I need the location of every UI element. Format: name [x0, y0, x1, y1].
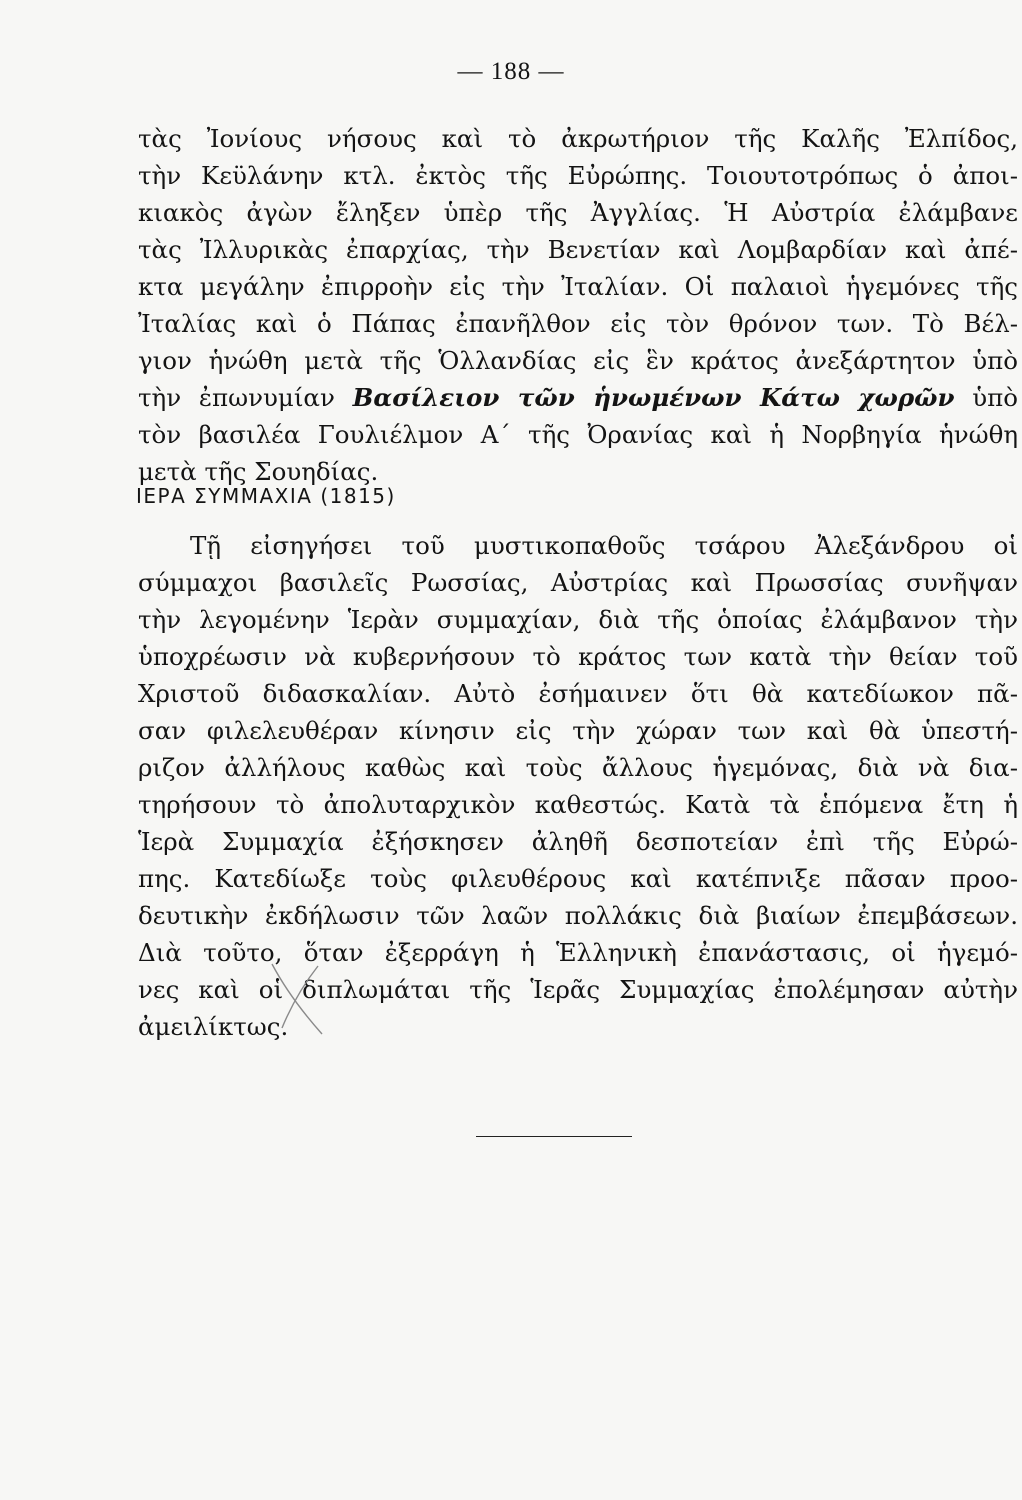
line-suffix: ὑπὸ	[972, 383, 1018, 412]
text-line: Τῇ εἰσηγήσει τοῦ μυστικοπαθοῦς τσάρου Ἀλεξάνδρου οἱ	[190, 531, 1018, 560]
text-line: Χριστοῦ διδασκαλίαν. Αὐτὸ ἐσήμαινεν ὅτι θὰ κατεδίωκον πᾶ-	[138, 679, 1018, 708]
section-heading: ΙΕΡΑ ΣΥΜΜΑΧΙΑ (1815)	[136, 484, 396, 508]
text-line: κιακὸς ἀγὼν ἔληξεν ὑπὲρ τῆς Ἀγγλίας. Ἡ Αὐστρία ἐλάμβανε	[138, 198, 1018, 227]
text-line: τὰς Ἰονίους νήσους καὶ τὸ ἀκρωτήριον τῆς Καλῆς Ἐλπίδος,	[138, 124, 1018, 153]
text-line: τὴν λεγομένην Ἱερὰν συμμαχίαν, διὰ τῆς ὁποίας ἐλάμβανον τὴν	[138, 605, 1018, 634]
text-line-with-emphasis	[138, 379, 1018, 416]
text-line: ριζον ἀλλήλους καθὼς καὶ τοὺς ἄλλους ἡγεμόνας, διὰ νὰ δια-	[138, 753, 1018, 782]
text-line: ἀμειλίκτως.	[138, 1012, 289, 1041]
text-line: γιον ἡνώθη μετὰ τῆς Ὁλλανδίας εἰς ἓν κράτος ἀνεξάρτητον ὑπὸ	[138, 346, 1018, 375]
pencil-cross-mark	[260, 958, 340, 1038]
text-line: σαν φιλελευθέραν κίνησιν εἰς τὴν χώραν των καὶ θὰ ὑπεστή-	[138, 716, 1018, 745]
text-line: Διὰ τοῦτο, ὅταν ἐξερράγη ἡ Ἑλληνικὴ ἐπανάστασις, οἱ ἡγεμό-	[138, 938, 1018, 967]
text-line: νες καὶ οἱ διπλωμάται τῆς Ἱερᾶς Συμμαχίας ἐπολέμησαν αὐτὴν	[138, 975, 1018, 1004]
line-prefix: τὴν ἐπωνυμίαν	[138, 383, 335, 412]
text-line: τὰς Ἰλλυρικὰς ἐπαρχίας, τὴν Βενετίαν καὶ Λομβαρδίαν καὶ ἀπέ-	[138, 235, 1018, 264]
text-line: τὴν Κεϋλάνην κτλ. ἐκτὸς τῆς Εὐρώπης. Τοιουτοτρόπως ὁ ἀποι-	[138, 161, 1018, 190]
paragraph-treaty-outcomes	[138, 120, 1018, 490]
text-line: πης. Κατεδίωξε τοὺς φιλευθέρους καὶ κατέπνιξε πᾶσαν προο-	[138, 864, 1018, 893]
text-line: τηρήσουν τὸ ἀπολυταρχικὸν καθεστώς. Κατὰ τὰ ἑπόμενα ἔτη ἡ	[138, 790, 1018, 819]
text-line: κτα μεγάλην ἐπιρροὴν εἰς τὴν Ἰταλίαν. Οἱ παλαιοὶ ἡγεμόνες τῆς	[138, 272, 1018, 301]
emphasized-kingdom-name: Βασίλειον τῶν ἡνωμένων Κάτω χωρῶν	[352, 383, 955, 412]
text-line: σύμμαχοι βασιλεῖς Ρωσσίας, Αὐστρίας καὶ Πρωσσίας συνῆψαν	[138, 568, 1018, 597]
page-number: — 188 —	[457, 58, 565, 85]
text-line: δευτικὴν ἐκδήλωσιν τῶν λαῶν πολλάκις διὰ βιαίων ἐπεμβάσεων.	[138, 901, 1018, 930]
text-line: ὑποχρέωσιν νὰ κυβερνήσουν τὸ κράτος των κατὰ τὴν θείαν τοῦ	[138, 642, 1018, 671]
text-line: Ἰταλίας καὶ ὁ Πάπας ἐπανῆλθον εἰς τὸν θρόνον των. Τὸ Βέλ-	[138, 309, 1018, 338]
text-line: μετὰ τῆς Σουηδίας.	[138, 457, 379, 486]
text-line: τὸν βασιλέα Γουλιέλμον Α΄ τῆς Ὀρανίας καὶ ἡ Νορβηγία ἡνώθη	[138, 420, 1018, 449]
footer-rule	[476, 1136, 632, 1137]
text-line: Ἱερὰ Συμμαχία ἐξήσκησεν ἀληθῆ δεσποτείαν ἐπὶ τῆς Εὐρώ-	[138, 827, 1018, 856]
